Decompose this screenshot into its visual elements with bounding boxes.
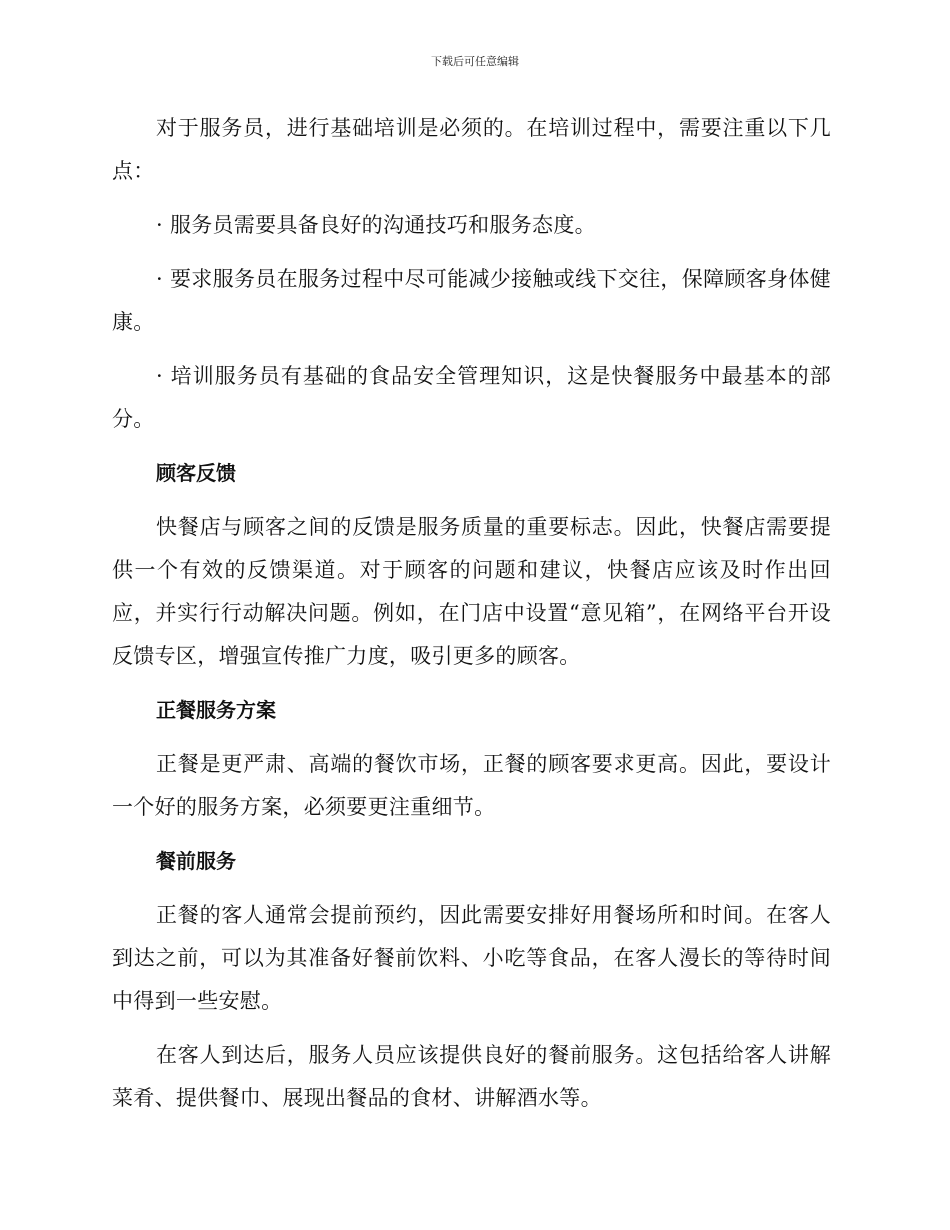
document-body xyxy=(112,107,831,1131)
bullet-communication: · 服务员需要具备良好的沟通技巧和服务态度。 xyxy=(156,213,596,237)
page-header: 下载后可任意编辑 xyxy=(431,55,519,68)
bullet-health: · 要求服务员在服务过程中尽可能减少接触或线下交往，保障顾客身体健康。 xyxy=(112,267,831,334)
bullet-food-safety: · 培训服务员有基础的食品安全管理知识，这是快餐服务中最基本的部分。 xyxy=(112,364,831,431)
formal-dining-paragraph: 正餐是更严肃、高端的餐饮市场，正餐的顾客要求更高。因此，要设计一个好的服务方案，必须要更注重细节。 xyxy=(112,752,831,819)
pre-meal-paragraph-2: 在客人到达后，服务人员应该提供良好的餐前服务。这包括给客人讲解菜肴、提供餐巾、展现出餐品的食材、讲解酒水等。 xyxy=(112,1043,831,1110)
pre-meal-paragraph-1: 正餐的客人通常会提前预约，因此需要安排好用餐场所和时间。在客人到达之前，可以为其准备好餐前饮料、小吃等食品，在客人漫长的等待时间中得到一些安慰。 xyxy=(112,903,831,1013)
heading-pre-meal-service: 餐前服务 xyxy=(156,849,236,873)
heading-formal-dining: 正餐服务方案 xyxy=(156,698,276,722)
feedback-paragraph: 快餐店与顾客之间的反馈是服务质量的重要标志。因此，快餐店需要提供一个有效的反馈渠道。对于顾客的问题和建议，快餐店应该及时作出回应，并实行行动解决问题。例如，在门店中设置“意见箱”，在网络平台开设反馈专区，增强宣传推广力度，吸引更多的顾客。 xyxy=(112,515,831,668)
intro-paragraph: 对于服务员，进行基础培训是必须的。在培训过程中，需要注重以下几点： xyxy=(112,116,831,183)
heading-customer-feedback: 顾客反馈 xyxy=(156,461,236,485)
